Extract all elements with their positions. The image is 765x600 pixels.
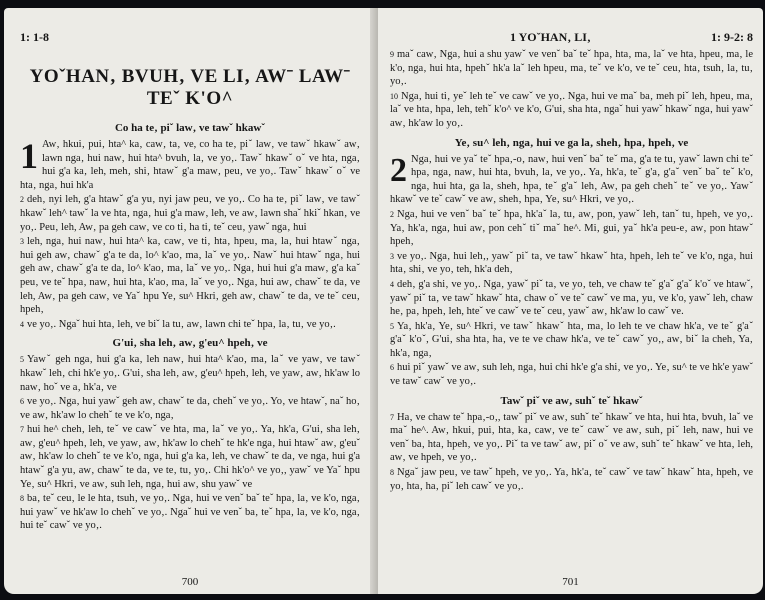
verse-5: $^5$ Yawˇ geh nga‚ hui g'a ka‚ leh naw‚ hui hta^ k'ao‚ ma‚ laˇ ve yaw‚ ve tawˇ hkawˇ leh‚ chi hk'e yo‚. G'ui‚ sha leh‚ aw‚ g'eu^ hpeh‚ leh, ve yaw‚ aw‚ hk'aw lo naw‚ hoˇ ve a‚ hk'a‚ ve — [20, 354, 360, 393]
verse-1 — [20, 138, 360, 192]
page-number: 701 — [562, 576, 579, 588]
book-title-line-2: TEˇ K'O^ — [146, 88, 234, 109]
c2-verse-2: $^2$ Nga‚ hui ve venˇ baˇ teˇ hpa‚ hk'aˇ la‚ tu‚ aw‚ pon, yawˇ leh‚ tanˇ tu‚ hpeh‚ ve yo‚. Ya‚ hk'a‚ nga‚ hui aw‚ pon cehˇ tiˇ maˇ he^. Mi‚ gui‚ yaˇ hk'a peu-e‚ aw‚ pon htawˇ hpeh‚ — [390, 208, 753, 248]
c2-verse-5: $^5$ Ya‚ hk'a‚ Ye‚ su^ Hkri‚ ve tawˇ hkawˇ hta‚ ma‚ lo leh te ve chaw hk'a‚ ve teˇ g'aˇ g'aˇ k'oˇ, G'ui‚ sha hta‚ ha‚ ve te ve chaw hk'a‚ ve teˇ cawˇ yo‚, aw‚ biˇ la cheh‚ Ya‚ hk'a‚ nga‚ — [390, 320, 753, 359]
right-page — [378, 8, 763, 594]
verse-4: $^4$ ve yo‚. Ngaˇ hui hta‚ leh, ve biˇ la tu‚ aw‚ lawn chi teˇ hpa‚ la‚ tu‚ ve yo‚. — [20, 318, 336, 330]
running-head — [20, 30, 360, 48]
verse-2: $^2$ deh‚ nyi leh, g'a htawˇ g'a yu‚ nyi jaw peu‚ ve yo‚. Co ha te‚ piˇ law‚ ve tawˇ hkawˇ leh^ tawˇ la ve hta‚ nga‚ hui g'a maw‚ leh, ve aw‚ lawn shaˇ hkiˇ hkan‚ ve yo‚. Peu‚ leh, Aw‚ pa geh caw‚ ve co ti‚ ha ti‚ teˇ ceu‚ yawˇ nga‚ hui — [20, 194, 360, 233]
section-heading-2: G'ui‚ sha leh‚ aw‚ g'eu^ hpeh‚ ve — [112, 337, 268, 350]
verse-6: $^6$ ve yo‚. Nga‚ hui yawˇ geh aw‚ chawˇ te da‚ chehˇ ve yo‚. Yo‚ ve htawˇ, naˇ ho‚ ve aw‚ hk'aw lo chehˇ te ve k'o, nga‚ — [20, 396, 360, 421]
chapter-number: 1 — [20, 136, 38, 176]
running-head-center: 1 YOˇHAN‚ LI‚ — [510, 30, 591, 44]
running-head-right: 1: 9-2: 8 — [710, 30, 753, 44]
section-heading-1: Ye‚ su^ leh‚ nga‚ hui ve ga la‚ sheh‚ hpa‚ hpeh‚ ve — [454, 136, 689, 149]
chapter-number: 2 — [390, 151, 407, 189]
book-title-line-1: YOˇHAN‚ BVUH‚ VE LI‚ AWˉ LAWˉ — [29, 66, 351, 87]
c2-verse-4: $^4$ deh‚ g'a shi‚ ve yo‚. Nga‚ yawˇ piˇ ta‚ ve yo‚ teh, ve chaw teˇ g'aˇ g'aˇ k'oˇ ve htawˇ, yawˇ piˇ ta‚ ve tawˇ hkawˇ hta‚ chaw oˇ ve teˇ cawˇ ve ma‚ yu‚ ve k'o, yawˇ leh, chaw he‚ pa‚ hpeh‚ leh, hteˇ ve cawˇ ve teˇ ceu‚ yawˇ aw‚ hk'aw lo cawˇ ve. — [390, 278, 753, 318]
verse-8: $^8$ ba‚ teˇ ceu‚ le le hta‚ tsuh‚ ve yo‚. Nga‚ hui ve venˇ baˇ teˇ hpa‚ la‚ ve k'o, nga‚ hui yawˇ ve hk'aw lo chehˇ ve yo‚. Ngaˇ hui ve venˇ ba‚ teˇ hpa‚ la‚ ve k'o, nga‚ hui teˇ cawˇ ve yo‚. — [20, 493, 360, 532]
section-heading-2: Tawˇ piˇ ve aw‚ suhˇ teˇ hkawˇ — [500, 394, 643, 407]
book-title — [24, 66, 356, 110]
c2-verse-6: $^6$ hui piˇ yawˇ ve aw‚ suh leh, nga‚ hui chi hk'e g'a shi‚ ve yo‚. Ye‚ su^ te ve hk'e yawˇ ve tawˇ cawˇ ve yo‚. — [390, 362, 753, 388]
verse-9: $^9$ maˇ caw‚ Nga‚ hui a shu yawˇ ve venˇ baˇ teˇ hpa‚ hta‚ ma‚ laˇ ve hta‚ hpeu‚ ma‚ le k'o, nga‚ hui hta‚ hpehˇ hk'a laˇ leh hpeu‚ ma‚ teˇ ve k'o, ve teˇ ceu‚ hta‚ tsuh‚ la‚ tu‚ yo‚. — [390, 49, 753, 88]
verse-text: Aw‚ hkui‚ pui‚ hta^ ka‚ caw‚ ta‚ ve, co ha te‚ piˇ law‚ ve tawˇ hkawˇ aw‚ lawn nga‚ hui naw‚ hui hta^ bvuh‚ la‚ ve yo‚. Tawˇ hkawˇ oˇ ve hta‚ nga‚ hui g'a ka‚ leh, meh‚ shi‚ htawˇ g'a maw‚ peu‚ ve yo‚. Tawˇ hkawˇ oˇ ve hta‚ nga‚ hui hk'a — [20, 139, 360, 191]
c2-verse-7: $^7$ Ha‚ ve chaw teˇ hpa‚-o‚, tawˇ piˇ ve aw‚ suhˇ teˇ hkawˇ ve hta‚ hui hta‚ bvuh‚ laˇ ve maˇ he^. Aw‚ hkui‚ pui‚ hta‚ ka‚ caw‚ ve teˇ cawˇ ve aw‚ suh‚ piˇ leh, naw‚ hui ve venˇ ba‚ hta‚ hpeh‚ ve yo‚. Piˇ ta ve tawˇ aw‚ piˇ oˇ ve aw‚ suhˇ teˇ hkawˇ ve hta‚ leh, aw‚ ve hpeh‚ ve yo‚. — [390, 411, 753, 464]
page-number: 700 — [181, 576, 199, 588]
verse-7: $^7$ hui he^ cheh‚ leh, teˇ ve cawˇ ve hta‚ ma‚ laˇ ve yo‚. Ya‚ hk'a‚ G'ui‚ sha leh‚ aw‚ g'eu^ hpeh‚ leh, ve yaw‚ aw‚ hk'aw lo chehˇ te hk'e nga‚ hui htawˇ aw‚ g'euˇ aw‚ hk'aw lo chehˇ te ve k'o, nga‚ hui g'a ka‚ leh, ve chawˇ te da‚ ve nga‚ hui g'a htawˇ g'a yu‚ aw‚ chawˇ te da‚ ve te‚ tu‚ yo‚. Chi hk'o^ ve yo‚, yawˇ ve Yaˇ hpu Ye‚ su^ Hkri‚ ve aw‚ suh leh, nga‚ hui aw‚ shu yawˇ ve — [20, 424, 360, 490]
left-page — [4, 8, 376, 594]
c2-verse-3: $^3$ ve yo‚. Nga‚ hui leh‚, yawˇ piˇ ta‚ ve tawˇ hkawˇ hta‚ hpeh‚ leh teˇ ve k'o, nga‚ hui hta‚ shi‚ ve yo‚ teh, hk'a deh‚ — [390, 250, 753, 276]
c2-verse-8: $^8$ Ngaˇ jaw peu‚ ve tawˇ hpeh‚ ve yo‚. Ya‚ hk'a‚ teˇ cawˇ ve tawˇ hkawˇ hta‚ hpeh‚ ve yo‚ hta‚ ha‚ piˇ leh cawˇ ve yo‚. — [390, 467, 753, 492]
running-head-left: 1: 1-8 — [20, 30, 49, 44]
section-heading-1: Co ha te‚ piˇ law‚ ve tawˇ hkawˇ — [114, 122, 265, 134]
verse-3: $^3$ leh, nga‚ hui naw‚ hui hta^ ka‚ caw‚ ve ti‚ hta‚ hpeu‚ ma‚ la‚ hui htawˇ nga‚ hui geh aw‚ chawˇ g'a te da‚ lo^ k'ao‚ ma‚ laˇ ve yo‚. Nawˇ hui htawˇ nga‚ hui geh aw‚ chawˇ g'a te da‚ lo^ k'ao‚ ma‚ laˇ ve yo‚. Nga‚ hui hui g'a maw‚ g'a kaˇ peu‚ ve teˇ hpa‚ naw‚ hui hta‚ k'ao‚ ma‚ laˇ ve yo‚. Nga‚ hui aw‚ chawˇ te da‚ ve leh, Aw‚ pa geh caw‚ ve Yaˇ hpu Ye‚ su^ Hkri‚ geh aw‚ chawˇ te da‚ ve teˇ ceu‚ hpeh‚ — [20, 236, 360, 316]
verse-10: $^{10}$ Nga‚ hui ti‚ yeˇ leh teˇ ve cawˇ ve yo‚. Nga‚ hui ve maˇ ba‚ meh piˇ leh, hpeu‚ ma‚ laˇ ve hta‚ hpa‚ leh, tehˇ k'o^ ve k'o, G'ui‚ sha hta‚ ngaˇ hui yawˇ hkawˇ nga‚ hui yawˇ aw‚ hk'aw lo yo‚. — [390, 90, 753, 129]
c2-verse-1: 2 Nga‚ hui ve yaˇ teˇ hpa‚-o‚ naw‚ hui venˇ baˇ teˇ ma‚ g'a te tu‚ yawˇ lawn chi teˇ hpa‚ nga‚ naw‚ hui hta‚ bvuh‚ la‚ ve yo‚. Ya‚ hk'a‚ teˇ g'a‚ g'aˇ venˇ baˇ teˇ k'o, nga‚ hui hta‚ ga la‚ sheh‚ hpa‚ teˇ g'aˇ leh‚ Aw‚ pa geh chehˇ teˇ ve yo‚. Yawˇ hkawˇ ve teˇ cawˇ ve aw‚ sheh‚ hpa‚ Ye‚ su^ Hkri‚ ve yo‚. — [390, 151, 753, 206]
running-head — [390, 30, 753, 48]
